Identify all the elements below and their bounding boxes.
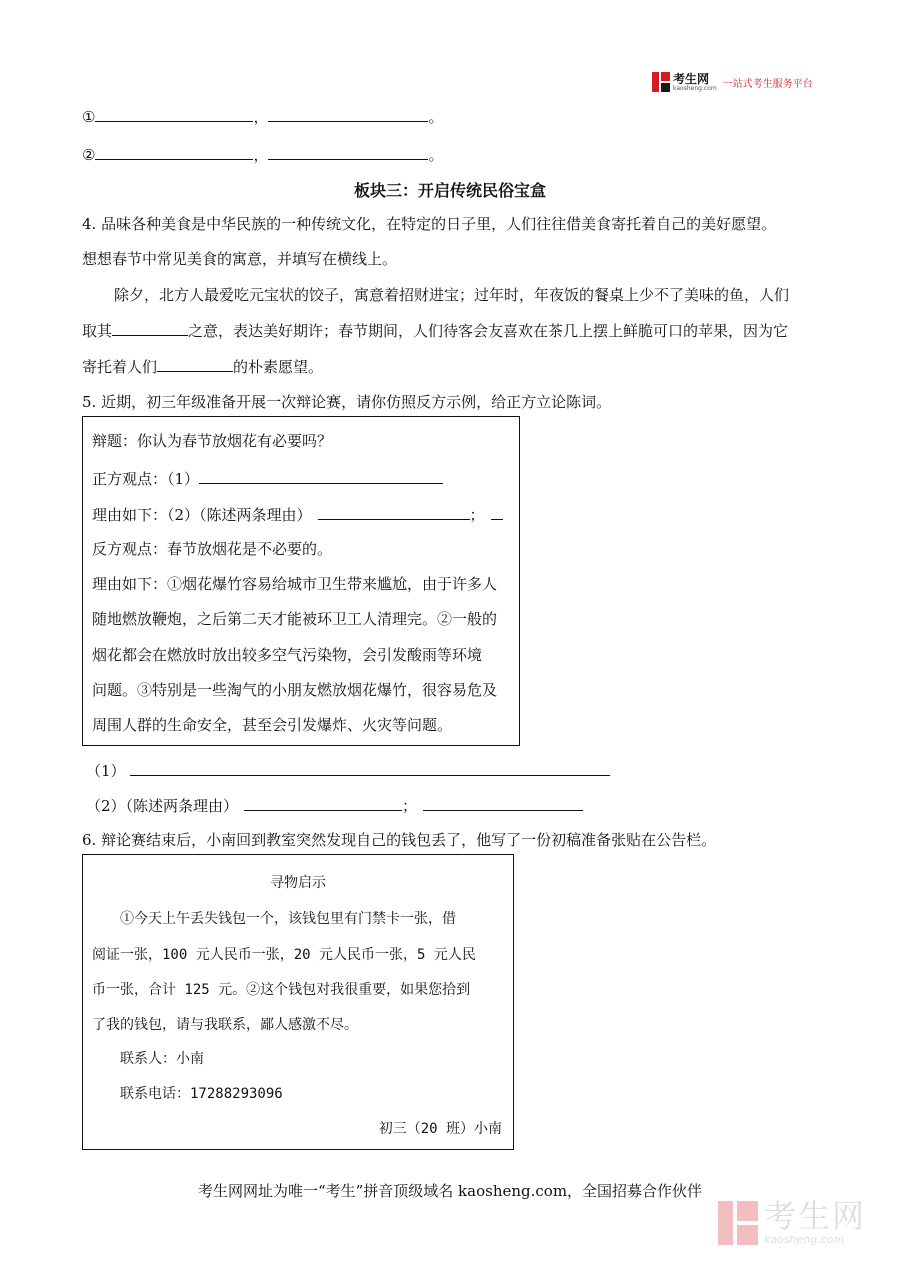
notice-line-4: 了我的钱包，请与我联系，鄙人感激不尽。 xyxy=(92,1017,358,1033)
q4-paragraph-2 xyxy=(82,320,788,341)
q4-text: 的朴素愿望。 xyxy=(233,358,324,376)
con-reason-4: 问题。③特别是一些淘气的小朋友燃放烟花爆竹，很容易危及 xyxy=(92,681,498,699)
pro-view-label: 正方观点：（1） xyxy=(92,470,200,488)
watermark xyxy=(718,1197,867,1246)
con-reason-5: 周围人群的生命安全，甚至会引发爆炸、火灾等问题。 xyxy=(92,716,453,734)
notice-box xyxy=(82,854,514,1150)
blank xyxy=(268,144,428,160)
pro-view xyxy=(92,468,443,489)
answer-2-label: （2）（陈述两条理由） xyxy=(86,797,239,815)
blank xyxy=(423,795,583,811)
con-view: 反方观点：春节放烟花是不必要的。 xyxy=(92,540,333,558)
logo-name: 考生网 xyxy=(673,71,710,86)
q4-paragraph-1: 除夕，北方人最爱吃元宝状的饺子，寓意着招财进宝；过年时，年夜饭的餐桌上少不了美味的鱼，人们 xyxy=(114,286,790,304)
blank xyxy=(244,795,402,811)
period: 。 xyxy=(428,146,444,164)
q4-line-2: 想想春节中常见美食的寓意，并填写在横线上。 xyxy=(82,250,398,268)
kaosheng-logo-icon xyxy=(652,72,670,92)
blank xyxy=(318,504,470,520)
blank xyxy=(199,468,443,484)
notice-line-2: 阅证一张，100 元人民币一张，20 元人民币一张，5 元人民 xyxy=(92,947,476,963)
notice-contact: 联系人：小南 xyxy=(120,1051,204,1067)
fill-line-marker: ② xyxy=(82,146,96,164)
q5-answer-2 xyxy=(86,795,583,816)
page-footer: 考生网网址为唯一“考生”拼音顶级域名 kaosheng.com，全国招募合作伙伴 xyxy=(197,1182,703,1200)
q4-text: 寄托着人们 xyxy=(82,358,158,376)
comma: ， xyxy=(253,108,269,126)
kaosheng-watermark-icon xyxy=(718,1201,758,1245)
pro-reason xyxy=(92,504,503,525)
fill-line-2 xyxy=(82,144,443,165)
notice-line-1: ①今天上午丢失钱包一个，该钱包里有门禁卡一张，借 xyxy=(120,911,456,927)
blank xyxy=(112,320,188,336)
section-title: 板块三：开启传统民俗宝盒 xyxy=(353,181,546,200)
q6-intro: 6. 辩论赛结束后，小南回到教室突然发现自己的钱包丢了，他写了一份初稿准备张贴在公告栏。 xyxy=(82,831,717,849)
blank xyxy=(95,106,253,122)
watermark-name: 考生网 xyxy=(764,1197,867,1235)
q4-text: 取其 xyxy=(82,322,113,340)
period: 。 xyxy=(428,108,444,126)
answer-1-label: （1） xyxy=(86,762,126,780)
blank xyxy=(268,106,428,122)
q5-answer-1 xyxy=(86,760,610,781)
comma: ， xyxy=(253,146,269,164)
notice-line-3: 币一张，合计 125 元。②这个钱包对我很重要，如果您拾到 xyxy=(92,982,471,998)
notice-phone: 联系电话：17288293096 xyxy=(120,1086,283,1102)
blank xyxy=(157,356,233,372)
q4-text: 之意，表达美好期许；春节期间，人们待客会友喜欢在茶几上摆上鲜脆可口的苹果，因为它 xyxy=(188,322,789,340)
pro-reason-label: 理由如下：（2）（陈述两条理由） xyxy=(92,506,312,524)
con-reason-1: 理由如下：①烟花爆竹容易给城市卫生带来尴尬，由于许多人 xyxy=(92,575,498,593)
blank xyxy=(130,760,610,776)
notice-signature: 初三（20 班）小南 xyxy=(378,1121,502,1137)
watermark-domain: kaosheng.com xyxy=(764,1233,845,1246)
q5-intro: 5. 近期，初三年级准备开展一次辩论赛，请你仿照反方示例，给正方立论陈词。 xyxy=(82,393,612,411)
q4-line-1: 4. 品味各种美食是中华民族的一种传统文化，在特定的日子里，人们往往借美食寄托着自己的美好愿望。 xyxy=(82,215,777,233)
notice-title: 寻物启示 xyxy=(270,875,326,891)
con-reason-2: 随地燃放鞭炮，之后第二天才能被环卫工人清理完。②一般的 xyxy=(92,610,498,628)
blank xyxy=(95,144,253,160)
semicolon: ； xyxy=(402,797,418,815)
debate-topic: 辩题：你认为春节放烟花有必要吗？ xyxy=(92,432,333,450)
con-reason-3: 烟花都会在燃放时放出较多空气污染物，会引发酸雨等环境 xyxy=(92,646,483,664)
logo-slogan: 一站式考生服务平台 xyxy=(722,78,813,90)
q4-paragraph-3 xyxy=(82,356,323,377)
logo-domain: kaosheng.com xyxy=(673,84,717,92)
blank xyxy=(491,504,503,520)
semicolon: ； xyxy=(469,506,485,524)
fill-line-marker: ① xyxy=(82,108,96,126)
header-logo xyxy=(652,70,813,94)
fill-line-1 xyxy=(82,106,443,127)
